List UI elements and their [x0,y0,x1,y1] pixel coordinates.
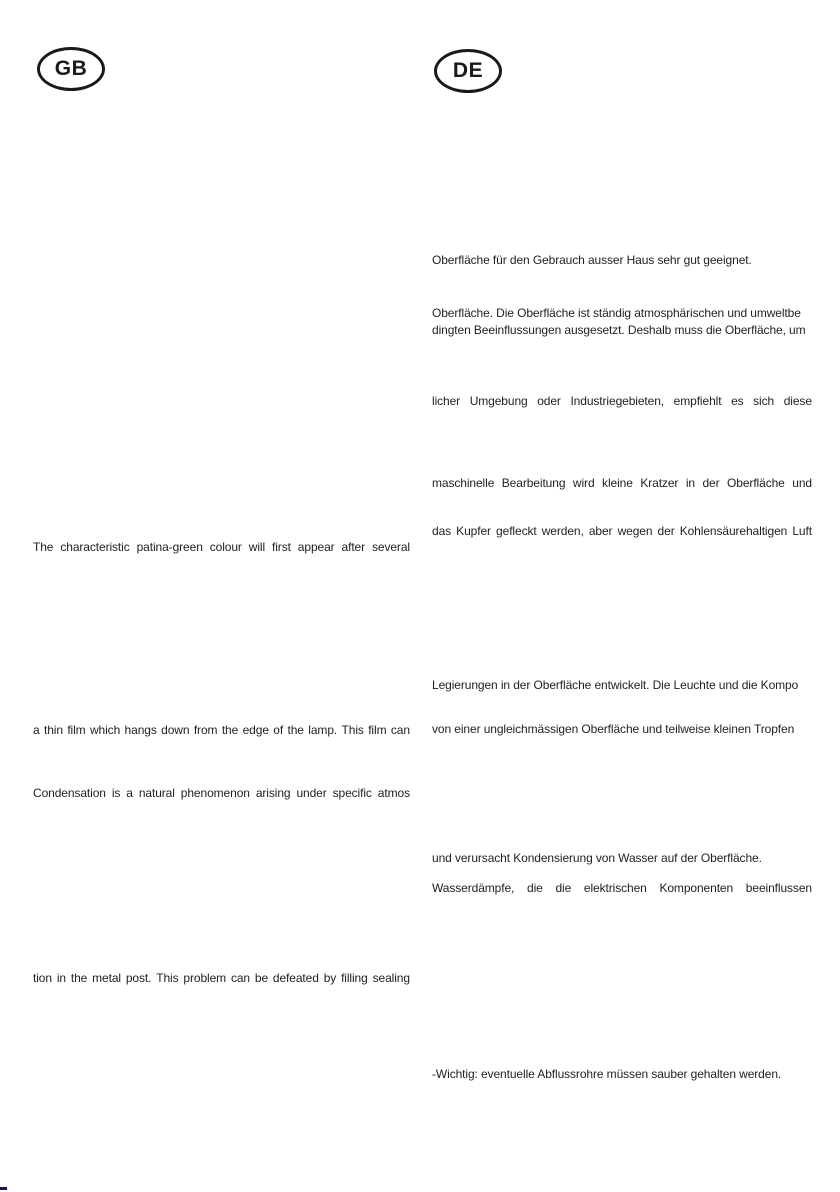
de-text-line: Legierungen in der Oberfläche entwickelt. Die Leuchte und die Kompo [432,678,799,692]
de-text-line: licher Umgebung oder Industriegebieten, empfiehlt es sich diese [432,394,812,408]
de-text-line: Wasserdämpfe, die die elektrischen Komponenten beeinflussen [432,881,812,895]
gb-text-line: a thin film which hangs down from the edge of the lamp. This film can [33,723,410,737]
de-badge-label: DE [452,59,484,82]
de-text-line: maschinelle Bearbeitung wird kleine Kratzer in der Oberfläche und [432,476,812,490]
gb-text-line: tion in the metal post. This problem can be defeated by filling sealing [33,971,410,985]
scan-artifact-mark [0,1187,7,1190]
de-text-line: und verursacht Kondensierung von Wasser auf der Oberfläche. [432,851,762,865]
de-language-badge [434,49,502,93]
gb-text-line: Condensation is a natural phenomenon arising under specific atmos [33,786,410,800]
de-text-line: -Wichtig: eventuelle Abflussrohre müssen sauber gehalten werden. [432,1067,782,1081]
gb-language-badge [37,47,105,91]
gb-text-line: The characteristic patina-green colour will first appear after several [33,540,410,554]
de-text-line: Oberfläche. Die Oberfläche ist ständig atmosphärischen und umweltbe [432,306,801,320]
de-text-line: von einer ungleichmässigen Oberfläche und teilweise kleinen Tropfen [432,722,795,736]
de-text-line: dingten Beeinflussungen ausgesetzt. Deshalb muss die Oberfläche, um [432,323,806,337]
gb-badge-label: GB [54,57,88,80]
de-text-line: das Kupfer gefleckt werden, aber wegen der Kohlensäurehaltigen Luft [432,524,812,538]
de-text-line: Oberfläche für den Gebrauch ausser Haus sehr gut geeignet. [432,253,752,267]
